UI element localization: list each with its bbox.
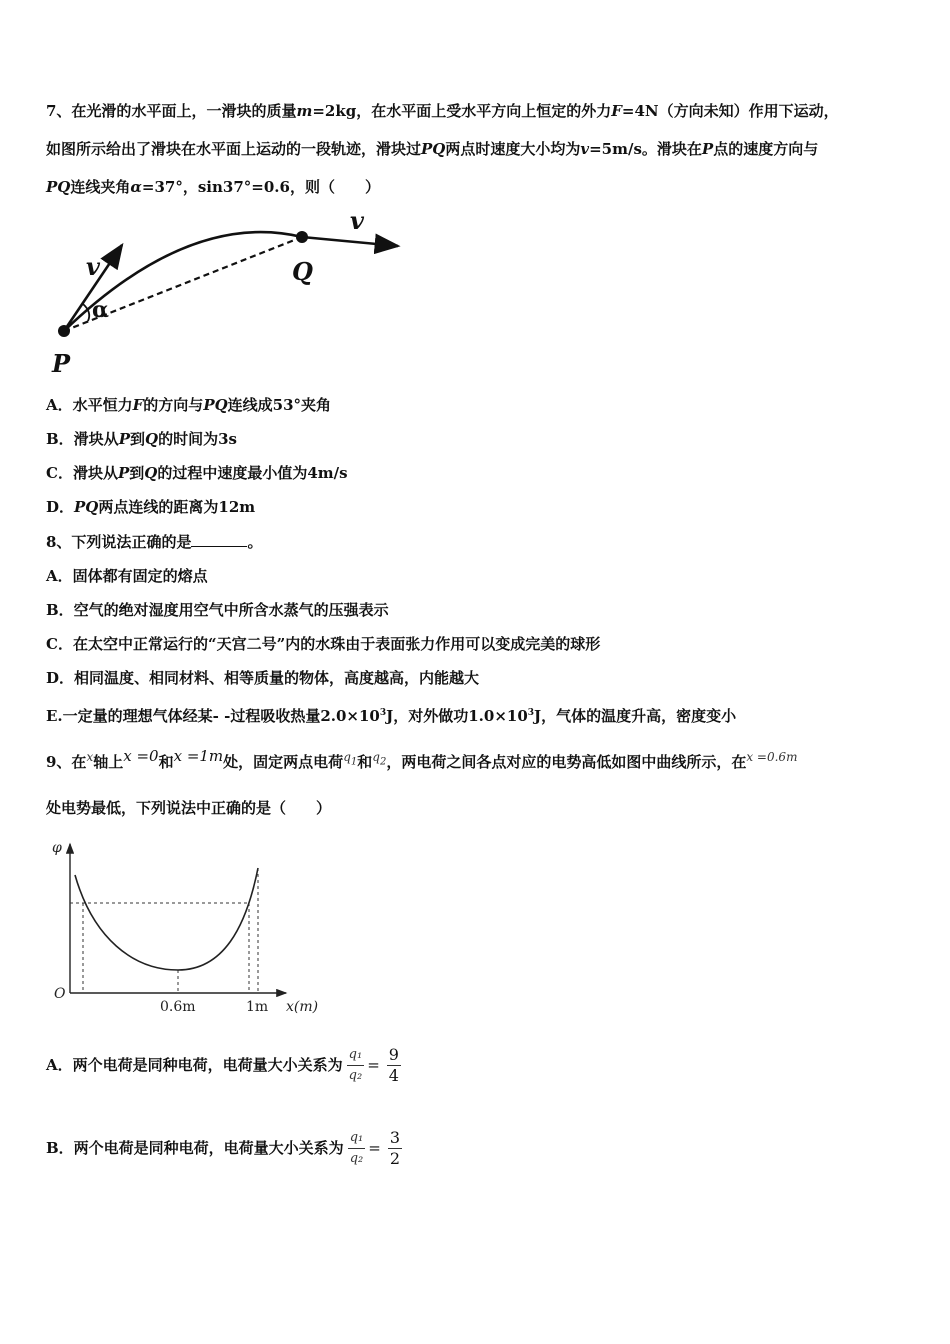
q7-option-b: B．滑块从P到Q的时间为3s <box>46 430 237 448</box>
q7-option-a: A．水平恒力F的方向与PQ连线成53°夹角 <box>46 396 332 414</box>
ratio-q1-q2-b: $\frac{\text{q₁}}{\text{q₂}}$ = $\frac{3}{2}$ <box>349 1127 400 1168</box>
ratio-q1-q2-a: $\frac{\text{q₁}}{\text{q₂}}$ = $\frac{9}{4}$ <box>348 1044 399 1085</box>
q9-option-a: A．两个电荷是同种电荷，电荷量大小关系为 $\frac{\text{q₁}}{\text{q₂}}$ = $\frac{9}{4}$ <box>46 1044 399 1085</box>
point-p-dot <box>58 325 70 337</box>
var-f: F <box>611 102 622 120</box>
label-alpha: α <box>92 297 109 323</box>
q9-stem-line2: 处电势最低，下列说法中正确的是（ ） <box>46 799 332 817</box>
q8-option-d: D．相同温度、相同材料、相等质量的物体，高度越高，内能越大 <box>46 669 480 687</box>
origin-label: O <box>54 986 66 1002</box>
point-q-dot <box>296 231 308 243</box>
x-axis-label: x(m) <box>286 999 319 1015</box>
label-v-left: v <box>86 252 100 281</box>
q7-trajectory-figure <box>40 200 420 385</box>
q7-stem-line3: PQ连线夹角α=37°，sin37°=0.6，则（ ） <box>46 178 380 196</box>
q8-option-e: E.一定量的理想气体经某- -过程吸收热量$2.0\times 10^3J$，对外做功$1.0\times 10^3J$，气体的温度升高，密度变小 <box>46 707 737 725</box>
q7-stem-line2: 如图所示给出了滑块在水平面上运动的一段轨迹，滑块过PQ两点时速度大小均为v=5m/s。滑块在P点的速度方向与 <box>46 140 819 158</box>
q9-potential-graph <box>48 838 338 1023</box>
q7-option-c: C．滑块从P到Q的过程中速度最小值为4m/s <box>46 464 348 482</box>
q8-option-a: A．固体都有固定的熔点 <box>46 567 208 585</box>
label-q: Q <box>292 257 313 286</box>
y-axis-label: φ <box>52 840 62 856</box>
answer-blank <box>191 532 247 547</box>
label-p: P <box>52 349 71 378</box>
q9-option-b: B．两个电荷是同种电荷，电荷量大小关系为 $\frac{\text{q₁}}{\text{q₂}}$ = $\frac{3}{2}$ <box>46 1127 400 1168</box>
q9-stem-line1: 9、在$^x$轴上$^{x =0}$和$^{x =1m}$处，固定两点电荷$^{q_1}$和$^{q_2}$，两电荷之间各点对应的电势高低如图中曲线所示，在$^{x =0.6m}$ <box>46 747 798 771</box>
q8-stem: 8、下列说法正确的是 。 <box>46 533 263 551</box>
potential-curve <box>75 868 258 970</box>
q8-option-c: C．在太空中正常运行的“天宫二号”内的水珠由于表面张力作用可以变成完美的球形 <box>46 635 601 653</box>
tick-label-1m: 1m <box>246 999 269 1015</box>
q7-option-d: D．PQ两点连线的距离为12m <box>46 498 256 516</box>
var-m: m <box>296 102 313 120</box>
q7-stem-line1: 7、在光滑的水平面上，一滑块的质量m=2kg，在水平面上受水平方向上恒定的外力F=4N（方向未知）作用下运动， <box>46 102 839 120</box>
tick-label-0.6m: 0.6m <box>160 999 196 1015</box>
label-v-right: v <box>350 206 364 235</box>
q8-option-b: B．空气的绝对湿度用空气中所含水蒸气的压强表示 <box>46 601 389 619</box>
velocity-arrow-q <box>302 237 398 246</box>
